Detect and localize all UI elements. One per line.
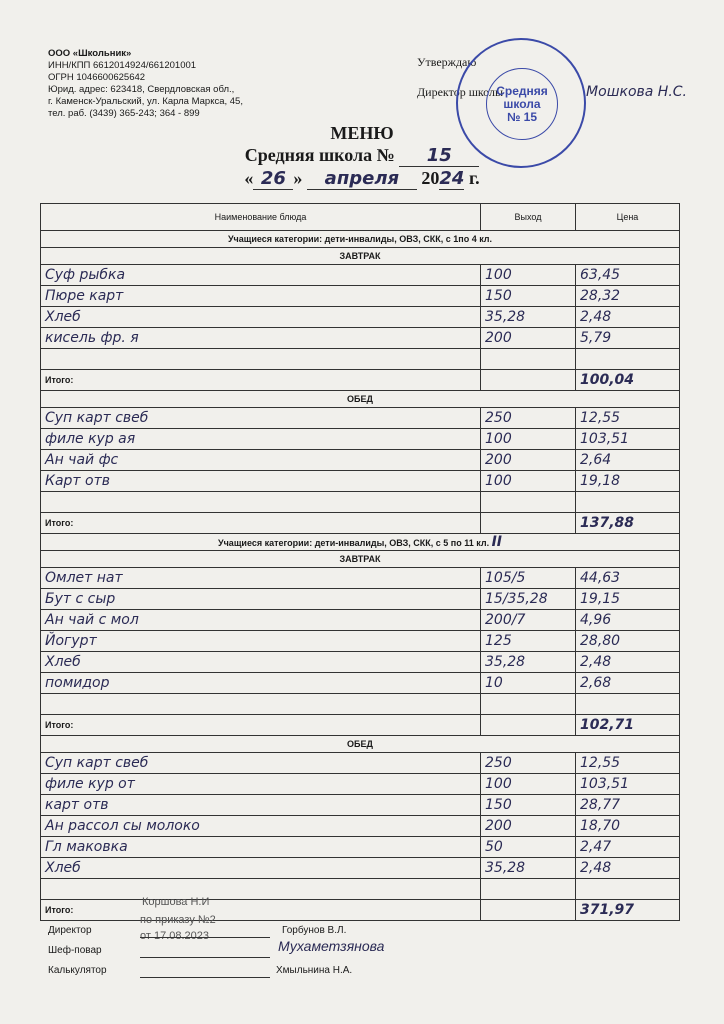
g1-breakfast-total-label: Итого:: [41, 370, 481, 391]
dish-price: 12,55: [576, 753, 680, 774]
dish-output: 15/35,28: [481, 589, 576, 610]
dish-price: 19,18: [576, 471, 680, 492]
dish-output: 50: [481, 837, 576, 858]
dish-output: 100: [481, 429, 576, 450]
dish-name: Хлеб: [41, 307, 481, 328]
dish-price: 2,47: [576, 837, 680, 858]
g1-lunch-header: ОБЕД: [41, 391, 680, 408]
director-school-label: Директор школы: [417, 85, 504, 99]
dish-name: Ан чай фс: [41, 450, 481, 471]
dish-name: Омлет нат: [41, 568, 481, 589]
date-year-prefix: 20: [421, 168, 440, 188]
dish-price: 28,80: [576, 631, 680, 652]
dish-output: 200: [481, 328, 576, 349]
dish-name: Суп карт свеб: [41, 408, 481, 429]
dish-price: 4,96: [576, 610, 680, 631]
dish-output: 100: [481, 471, 576, 492]
table-row: [41, 837, 680, 858]
dish-price: 103,51: [576, 774, 680, 795]
date-year-end: г.: [468, 168, 480, 188]
table-row: [41, 652, 680, 673]
table-row: [41, 328, 680, 349]
dish-price: 63,45: [576, 265, 680, 286]
table-row: [41, 673, 680, 694]
col-price-header: Цена: [576, 204, 680, 231]
dish-name: Гл маковка: [41, 837, 481, 858]
dish-name: Бут с сыр: [41, 589, 481, 610]
dish-name: Хлеб: [41, 858, 481, 879]
group-2-mark: II: [491, 534, 503, 550]
dish-output: 35,28: [481, 652, 576, 673]
table-row: [41, 631, 680, 652]
table-row: [41, 858, 680, 879]
dish-price: 19,15: [576, 589, 680, 610]
dish-name: Пюре карт: [41, 286, 481, 307]
table-row: [41, 589, 680, 610]
dish-output: 100: [481, 774, 576, 795]
koshova-stamp: Коршова Н.И: [142, 896, 210, 908]
table-row: [41, 471, 680, 492]
director-signature-label: Директор: [48, 925, 92, 936]
table-row: [41, 753, 680, 774]
chef-handwritten: Мухаметзянова: [278, 938, 385, 954]
dish-price: 2,48: [576, 652, 680, 673]
dish-price: 28,77: [576, 795, 680, 816]
g1-breakfast-header: ЗАВТРАК: [41, 248, 680, 265]
org-name: ООО «Школьник»: [48, 48, 132, 59]
dish-name: карт отв: [41, 795, 481, 816]
school-line: [0, 145, 724, 167]
school-label: Средняя школа №: [244, 145, 395, 165]
col-name-header: Наименование блюда: [41, 204, 481, 231]
table-row: [41, 265, 680, 286]
dish-name: Йогурт: [41, 631, 481, 652]
dish-output: 150: [481, 286, 576, 307]
dish-name: Хлеб: [41, 652, 481, 673]
g2-lunch-total-label: Итого:: [41, 900, 481, 921]
dish-name: Ан рассол сы молоко: [41, 816, 481, 837]
dish-output: 105/5: [481, 568, 576, 589]
dish-price: 2,68: [576, 673, 680, 694]
order-stamp: по приказу №2: [140, 914, 216, 926]
date-line: « 26 » апреля 2024 г.: [244, 168, 480, 189]
dish-price: 103,51: [576, 429, 680, 450]
g1-lunch-total-label: Итого:: [41, 513, 481, 534]
col-output-header: Выход: [481, 204, 576, 231]
director-handwritten: Мошкова Н.С.: [586, 84, 688, 100]
table-row: [41, 307, 680, 328]
chef-sign-line: [140, 957, 270, 958]
dish-output: 10: [481, 673, 576, 694]
table-row: [41, 286, 680, 307]
organization-block: [48, 48, 243, 120]
table-row: [41, 816, 680, 837]
dish-price: 2,48: [576, 858, 680, 879]
org-address-1: Юрид. адрес: 623418, Свердловская обл.,: [48, 84, 235, 95]
dish-price: 5,79: [576, 328, 680, 349]
dish-name: филе кур от: [41, 774, 481, 795]
calc-signature-label: Калькулятор: [48, 965, 107, 976]
stamp-line-2: школа: [503, 96, 541, 111]
dish-output: 250: [481, 753, 576, 774]
table-row: [41, 429, 680, 450]
group-2-header: [41, 534, 680, 551]
table-row: [41, 610, 680, 631]
calc-signature-name: Хмыльнина Н.А.: [276, 965, 353, 976]
menu-table: [40, 203, 680, 921]
date-day: 26: [253, 168, 293, 190]
dish-price: 12,55: [576, 408, 680, 429]
approve-label: Утверждаю: [417, 55, 477, 69]
table-row: [41, 795, 680, 816]
dish-name: Карт отв: [41, 471, 481, 492]
dish-price: 18,70: [576, 816, 680, 837]
director-sign-line: [140, 937, 270, 938]
table-row: [41, 450, 680, 471]
org-ogrn: ОГРН 1046600625642: [48, 72, 146, 83]
date-month: апреля: [307, 168, 417, 190]
stamp-line-1: Средняя: [496, 83, 548, 98]
dish-price: 28,32: [576, 286, 680, 307]
dish-output: 100: [481, 265, 576, 286]
dish-output: 150: [481, 795, 576, 816]
g1-breakfast-total: 100,04: [576, 370, 680, 391]
dish-name: кисель фр. я: [41, 328, 481, 349]
g2-lunch-header: ОБЕД: [41, 736, 680, 753]
group-2-label: Учащиеся категории: дети-инвалиды, ОВЗ, СКК, с 5 по 11 кл.: [217, 538, 490, 548]
dish-output: 35,28: [481, 858, 576, 879]
school-number: 15: [399, 145, 479, 167]
table-row: [41, 408, 680, 429]
dish-name: филе кур ая: [41, 429, 481, 450]
empty-row: [41, 492, 680, 513]
empty-row: [41, 349, 680, 370]
calc-sign-line: [140, 977, 270, 978]
order-date-stamp: от 17.08.2023: [140, 930, 210, 942]
dish-output: 200: [481, 816, 576, 837]
dish-name: Ан чай с мол: [41, 610, 481, 631]
dish-output: 200/7: [481, 610, 576, 631]
dish-output: 200: [481, 450, 576, 471]
table-row: [41, 568, 680, 589]
director-signature-name: Горбунов В.Л.: [282, 925, 347, 936]
chef-signature-label: Шеф-повар: [48, 945, 102, 956]
dish-name: Суп карт свеб: [41, 753, 481, 774]
g1-lunch-total: 137,88: [576, 513, 680, 534]
stamp-line-3: № 15: [506, 109, 538, 124]
org-phone: тел. раб. (3439) 365-243; 364 - 899: [48, 108, 200, 119]
dish-name: Суф рыбка: [41, 265, 481, 286]
dish-output: 35,28: [481, 307, 576, 328]
table-row: [41, 774, 680, 795]
org-inn: ИНН/КПП 6612014924/661201001: [48, 60, 197, 71]
date-year-suffix: 24: [439, 168, 465, 189]
g2-breakfast-total-label: Итого:: [41, 715, 481, 736]
dish-output: 250: [481, 408, 576, 429]
menu-title: МЕНЮ: [330, 123, 394, 143]
empty-row: [41, 879, 680, 900]
dish-output: 125: [481, 631, 576, 652]
g2-breakfast-header: ЗАВТРАК: [41, 551, 680, 568]
group-1-header: Учащиеся категории: дети-инвалиды, ОВЗ, СКК, с 1по 4 кл.: [41, 231, 680, 248]
g2-breakfast-total: 102,71: [576, 715, 680, 736]
dish-name: помидор: [41, 673, 481, 694]
dish-price: 2,48: [576, 307, 680, 328]
dish-price: 44,63: [576, 568, 680, 589]
empty-row: [41, 694, 680, 715]
org-address-2: г. Каменск-Уральский, ул. Карла Маркса, 45,: [48, 96, 243, 107]
dish-price: 2,64: [576, 450, 680, 471]
g2-lunch-total: 371,97: [576, 900, 680, 921]
